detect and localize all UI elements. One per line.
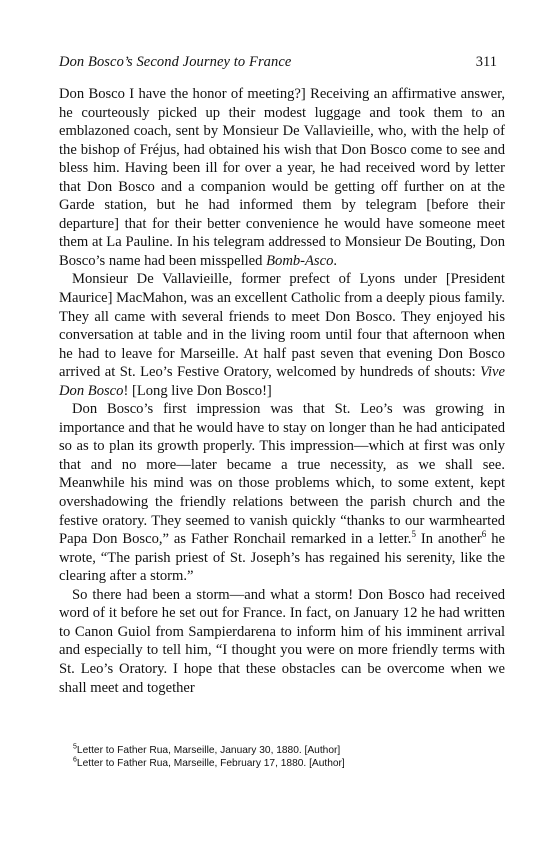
running-title: Don Bosco’s Second Journey to France: [59, 54, 292, 70]
text-segment: he wrote, “The parish priest of St. Joseph’s has regained his serenity, like the clearing after a storm.”: [59, 531, 505, 585]
text-segment: So there had been a storm—and what a storm! Don Bosco had received word of it before he set out for France. In fact, on January 12 he had written to Canon Guiol from Sampierdarena to inform him of his imminent arrival and especially to tell him, “I thought you were on more friendly terms with St. Leo’s Oratory. I hope that these obstacles can be overcome when we shall meet and together: [59, 586, 505, 696]
footnote: [59, 757, 505, 770]
text-segment: Don Bosco I have the honor of meeting?] Receiving an affirmative answer, he courteously picked up their modest luggage and took them to an emblazoned coach, sent by Monsieur De Vallavieille, who, with the help of the bishop of Fréjus, had obtained his wish that Don Bosco come to see and bless him. Having been ill for over a year, he had received word by letter that Don Bosco and a companion would be getting off further on at the Garde station, but he had informed them by telegram [before their departure] that for their better convenience he would have someone meet them at La Pauline. In his telegram addressed to Monsieur De Bouting, Don Bosco’s name had been misspelled: [59, 86, 505, 269]
footnote: [59, 744, 505, 757]
page: [59, 54, 505, 697]
footnotes: [59, 744, 505, 770]
footnote-marker: 5: [73, 743, 77, 751]
footnote-reference: 5: [411, 529, 416, 540]
page-number: 311: [475, 54, 497, 70]
text-segment: .: [333, 252, 338, 269]
text-segment: Don Bosco’s first impression was that St. Leo’s was growing in importance and that he would have to stay on longer than he had anticipated so as to plan its growth properly. This impression—which at first was only that and no more—later became a true necessity, as we shall see. Meanwhile his mind was on those problems which, to some extent, kept overshadowing the friendly relations between the parish church and the festive oratory. They seemed to vanish quickly “thanks to our warmhearted Papa Don Bosco,” as Father Ronchail remarked in a letter.: [59, 401, 505, 548]
running-head: [59, 54, 505, 71]
text-segment: ! [Long live Don Bosco!]: [123, 382, 272, 399]
body-text: [59, 85, 505, 697]
paragraph: [59, 85, 505, 270]
paragraph: [59, 270, 505, 400]
italic-text: Bomb-Asco: [266, 252, 334, 269]
footnote-text: Letter to Father Rua, Marseille, February 17, 1880. [Author]: [76, 758, 345, 769]
text-segment: Monsieur De Vallavieille, former prefect of Lyons under [President Maurice] MacMahon, was an excellent Catholic from a deeply pious family. They all came with several friends to meet Don Bosco. They enjoyed his conversation at table and in the living room until four that afternoon when he had to leave for Marseille. At half past seven that evening Don Bosco arrived at St. Leo’s Festive Oratory, welcomed by hundreds of shouts:: [59, 271, 505, 381]
paragraph: [59, 586, 505, 697]
text-segment: In another: [415, 531, 482, 548]
footnote-text: Letter to Father Rua, Marseille, January 30, 1880. [Author]: [76, 745, 341, 756]
footnote-reference: 6: [481, 529, 487, 540]
italic-text: Vive Don Bosco: [59, 364, 505, 399]
paragraph: [59, 400, 505, 585]
footnote-marker: 6: [73, 756, 77, 764]
